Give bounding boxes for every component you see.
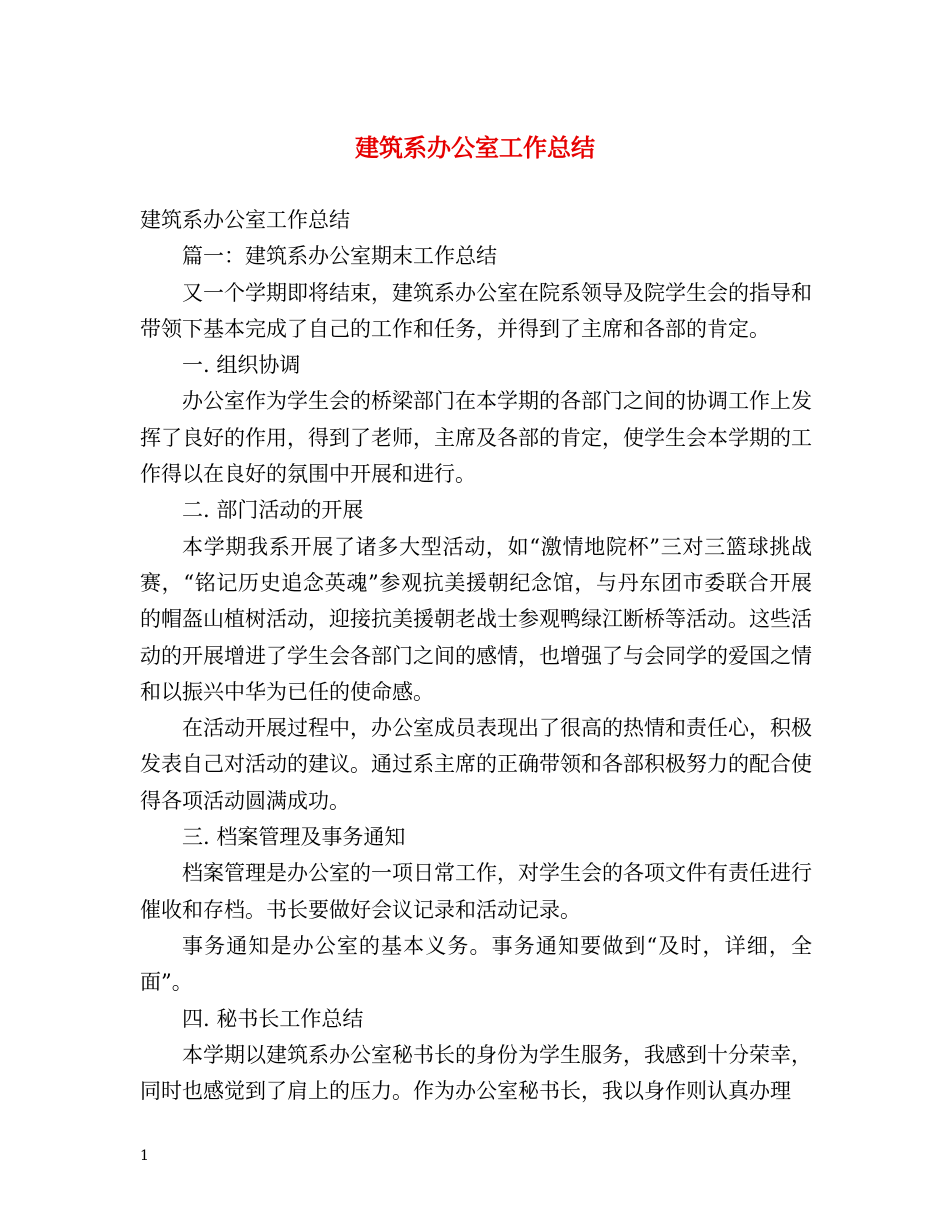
document-body bbox=[140, 202, 812, 1109]
paragraph: 二. 部门活动的开展 bbox=[182, 498, 364, 523]
paragraph: 篇一：建筑系办公室期末工作总结 bbox=[182, 244, 497, 269]
paragraph: 本学期以建筑系办公室秘书长的身份为学生服务，我感到十分荣幸，同时也感觉到了肩上的压力。作为办公室秘书长，我以身作则认真办理 bbox=[140, 1042, 812, 1104]
paragraph: 三. 档案管理及事务通知 bbox=[182, 825, 406, 850]
page-number: 1 bbox=[140, 1148, 149, 1164]
paragraph: 办公室作为学生会的桥梁部门在本学期的各部门之间的协调工作上发挥了良好的作用，得到了老师，主席及各部的肯定，使学生会本学期的工作得以在良好的氛围中开展和进行。 bbox=[140, 389, 812, 487]
document-title: 建筑系办公室工作总结 bbox=[355, 133, 595, 162]
paragraph: 本学期我系开展了诸多大型活动，如“激情地院杯”三对三篮球挑战赛，“铭记历史追念英魂”参观抗美援朝纪念馆，与丹东团市委联合开展的帽盔山植树活动，迎接抗美援朝老战士参观鸭绿江断桥等活动。这些活动的开展增进了学生会各部门之间的感情，也增强了与会同学的爱国之情和以振兴中华为已任的使命感。 bbox=[140, 534, 812, 704]
paragraph: 建筑系办公室工作总结 bbox=[140, 208, 350, 232]
paragraph: 在活动开展过程中，办公室成员表现出了很高的热情和责任心，积极发表自己对活动的建议。通过系主席的正确带领和各部积极努力的配合使得各项活动圆满成功。 bbox=[140, 716, 812, 813]
paragraph: 一. 组织协调 bbox=[182, 353, 301, 378]
paragraph: 四. 秘书长工作总结 bbox=[182, 1006, 364, 1031]
paragraph: 档案管理是办公室的一项日常工作，对学生会的各项文件有责任进行催收和存档。书长要做好会议记录和活动记录。 bbox=[140, 861, 812, 922]
paragraph: 事务通知是办公室的基本义务。事务通知要做到“及时，详细，全面”。 bbox=[140, 933, 812, 995]
paragraph: 又一个学期即将结束，建筑系办公室在院系领导及院学生会的指导和带领下基本完成了自己的工作和任务，并得到了主席和各部的肯定。 bbox=[140, 280, 812, 341]
